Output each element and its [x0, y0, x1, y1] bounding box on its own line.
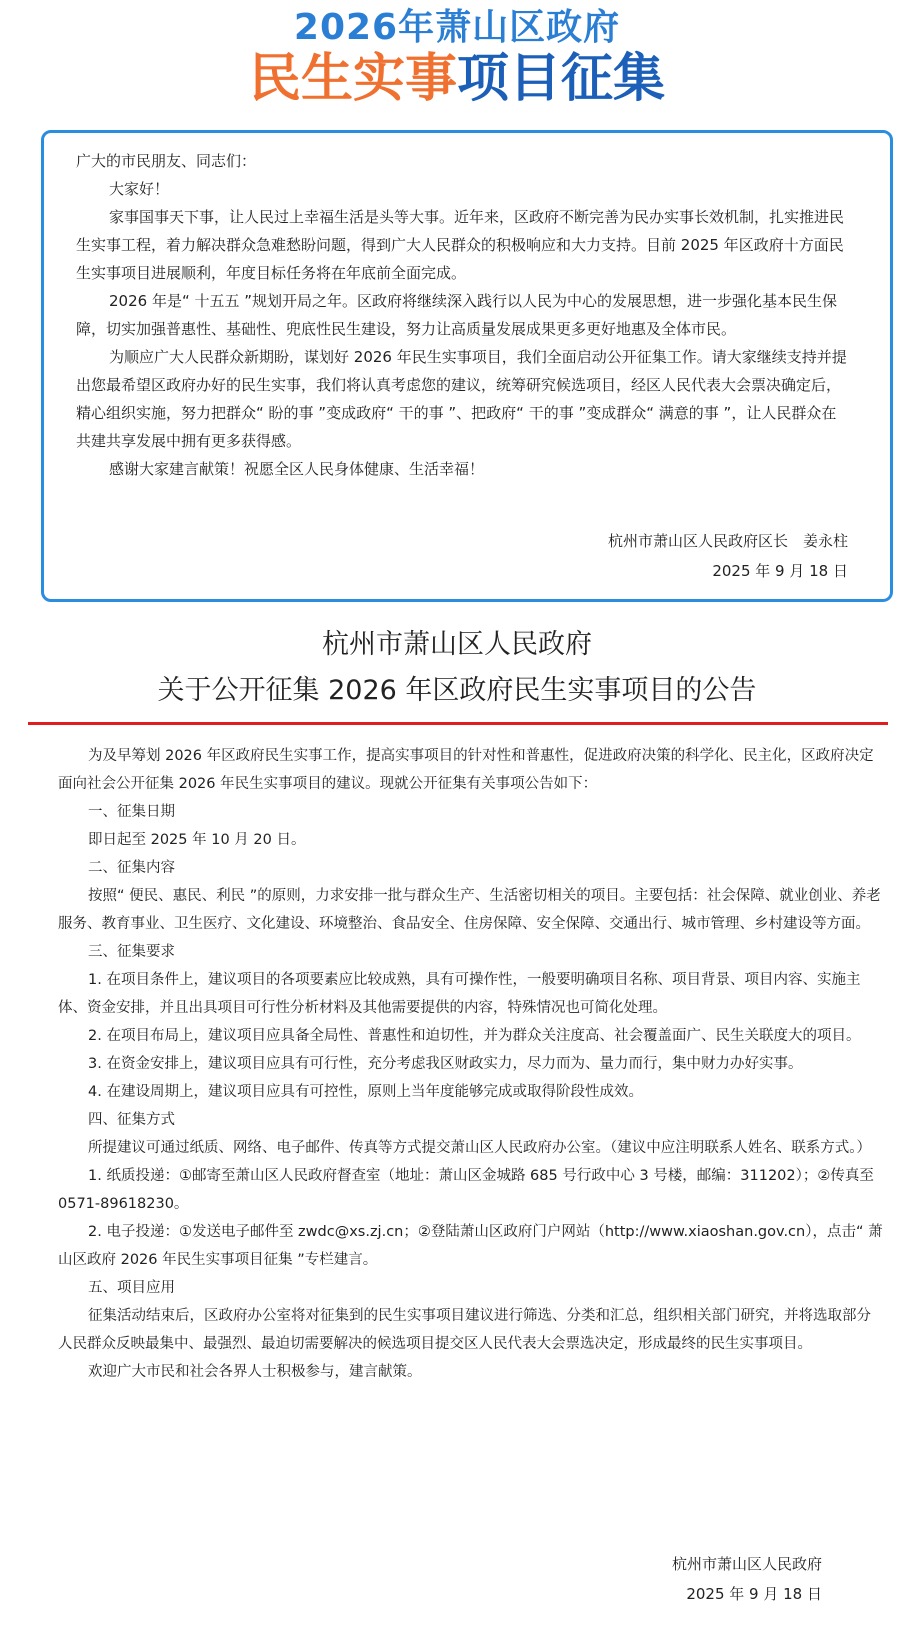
banner-year-title: 2026年萧山区政府	[293, 7, 621, 48]
notice-title	[0, 622, 914, 714]
banner-main-title	[0, 48, 914, 110]
letter-signature: 杭州市萧山区人民政府区长 姜永柱	[607, 532, 848, 550]
section-text: 即日起至 2025 年 10 月 20 日。	[88, 832, 306, 848]
section-text: 所提建议可通过纸质、网络、电子邮件、传真等方式提交萧山区人民政府办公室。（建议中应注明联系人姓名、联系方式。）	[88, 1140, 871, 1156]
notice-title-line2: 关于公开征集 2026 年区政府民生实事项目的公告	[157, 675, 757, 706]
letter-date: 2025 年 9 月 18 日	[712, 562, 848, 580]
submission-item: 1. 纸质投递：①邮寄至萧山区人民政府督查室（地址：萧山区金城路 685 号行政中心 3 号楼，邮编：311202）；②传真至 0571-89618230。	[58, 1168, 874, 1212]
notice-title-line1: 杭州市萧山区人民政府	[322, 629, 592, 660]
notice-intro: 为及早筹划 2026 年区政府民生实事工作，提高实事项目的针对性和普惠性，促进政府决策的科学化、民主化，区政府决定面向社会公开征集 2026 年民生实事项目的建议。现就公开征集有关事项公告如下：	[58, 748, 874, 792]
requirement-item: 1. 在项目条件上，建议项目的各项要素应比较成熟，具有可操作性，一般要明确项目名称、项目背景、项目内容、实施主体、资金安排，并且出具项目可行性分析材料及其他需要提供的内容，特殊情况也可简化处理。	[58, 972, 861, 1016]
banner-title-blue: 项目征集	[457, 49, 666, 109]
section-heading: 五、项目应用	[88, 1280, 175, 1296]
submission-item: 2. 电子投递：①发送电子邮件至 zwdc@xs.zj.cn；②登陆萧山区政府门户网站（http://www.xiaoshan.gov.cn），点击“ 萧山区政府 2026 年民生实事项目征集 ”专栏建言。	[58, 1224, 883, 1268]
section-heading: 二、征集内容	[88, 860, 175, 876]
notice-signature: 杭州市萧山区人民政府	[671, 1555, 822, 1573]
letter-paragraph: 家事国事天下事，让人民过上幸福生活是头等大事。近年来，区政府不断完善为民办实事长效机制，扎实推进民生实事工程，着力解决群众急难愁盼问题，得到广大人民群众的积极响应和大力支持。目前 2025 年区政府十方面民生实事项目进展顺利，年度目标任务将在年底前全面完成。	[76, 208, 845, 282]
title-divider	[28, 722, 888, 725]
notice-body	[58, 742, 884, 1386]
section-text: 征集活动结束后，区政府办公室将对征集到的民生实事项目建议进行筛选、分类和汇总，组织相关部门研究，并将选取部分人民群众反映最集中、最强烈、最迫切需要解决的候选项目提交区人民代表大会票选决定，形成最终的民生实事项目。	[58, 1308, 871, 1352]
section-heading: 一、征集日期	[88, 804, 175, 820]
letter-paragraph: 为顺应广大人民群众新期盼，谋划好 2026 年民生实事项目，我们全面启动公开征集工作。请大家继续支持并提出您最希望区政府办好的民生实事，我们将认真考虑您的建议，统筹研究候选项目，经区人民代表大会票决确定后，精心组织实施，努力把群众“ 盼的事 ”变成政府“ 干的事 ”、把政府“ 干的事 ”变成群众“ 满意的事 ”，让人民群众在共建共享发展中拥有更多获得感。	[76, 348, 847, 450]
notice-closing: 欢迎广大市民和社会各界人士积极参与，建言献策。	[88, 1364, 422, 1380]
letter-paragraph: 2026 年是“ 十五五 ”规划开局之年。区政府将继续深入践行以人民为中心的发展思想，进一步强化基本民生保障，切实加强普惠性、基础性、兜底性民生建设，努力让高质量发展成果更多更好地惠及全体市民。	[76, 292, 838, 338]
requirement-item: 4. 在建设周期上，建议项目应具有可控性，原则上当年度能够完成或取得阶段性成效。	[88, 1084, 643, 1100]
section-heading: 四、征集方式	[88, 1112, 175, 1128]
letter-salutation: 广大的市民朋友、同志们：	[76, 152, 257, 170]
letter-greeting: 大家好！	[109, 180, 170, 198]
section-heading: 三、征集要求	[88, 944, 175, 960]
section-text: 按照“ 便民、惠民、利民 ”的原则，力求安排一批与群众生产、生活密切相关的项目。主要包括：社会保障、就业创业、养老服务、教育事业、卫生医疗、文化建设、环境整治、食品安全、住房保障、安全保障、交通出行、城市管理、乡村建设等方面。	[58, 888, 881, 932]
requirement-item: 3. 在资金安排上，建议项目应具有可行性，充分考虑我区财政实力，尽力而为、量力而行，集中财力办好实事。	[88, 1056, 803, 1072]
mayor-letter	[41, 130, 893, 602]
banner	[0, 6, 914, 110]
requirement-item: 2. 在项目布局上，建议项目应具备全局性、普惠性和迫切性，并为群众关注度高、社会覆盖面广、民生关联度大的项目。	[88, 1028, 861, 1044]
notice-date: 2025 年 9 月 18 日	[686, 1585, 822, 1603]
banner-title-red: 民生实事	[248, 49, 457, 109]
letter-paragraph: 感谢大家建言献策！祝愿全区人民身体健康、生活幸福！	[109, 460, 485, 478]
